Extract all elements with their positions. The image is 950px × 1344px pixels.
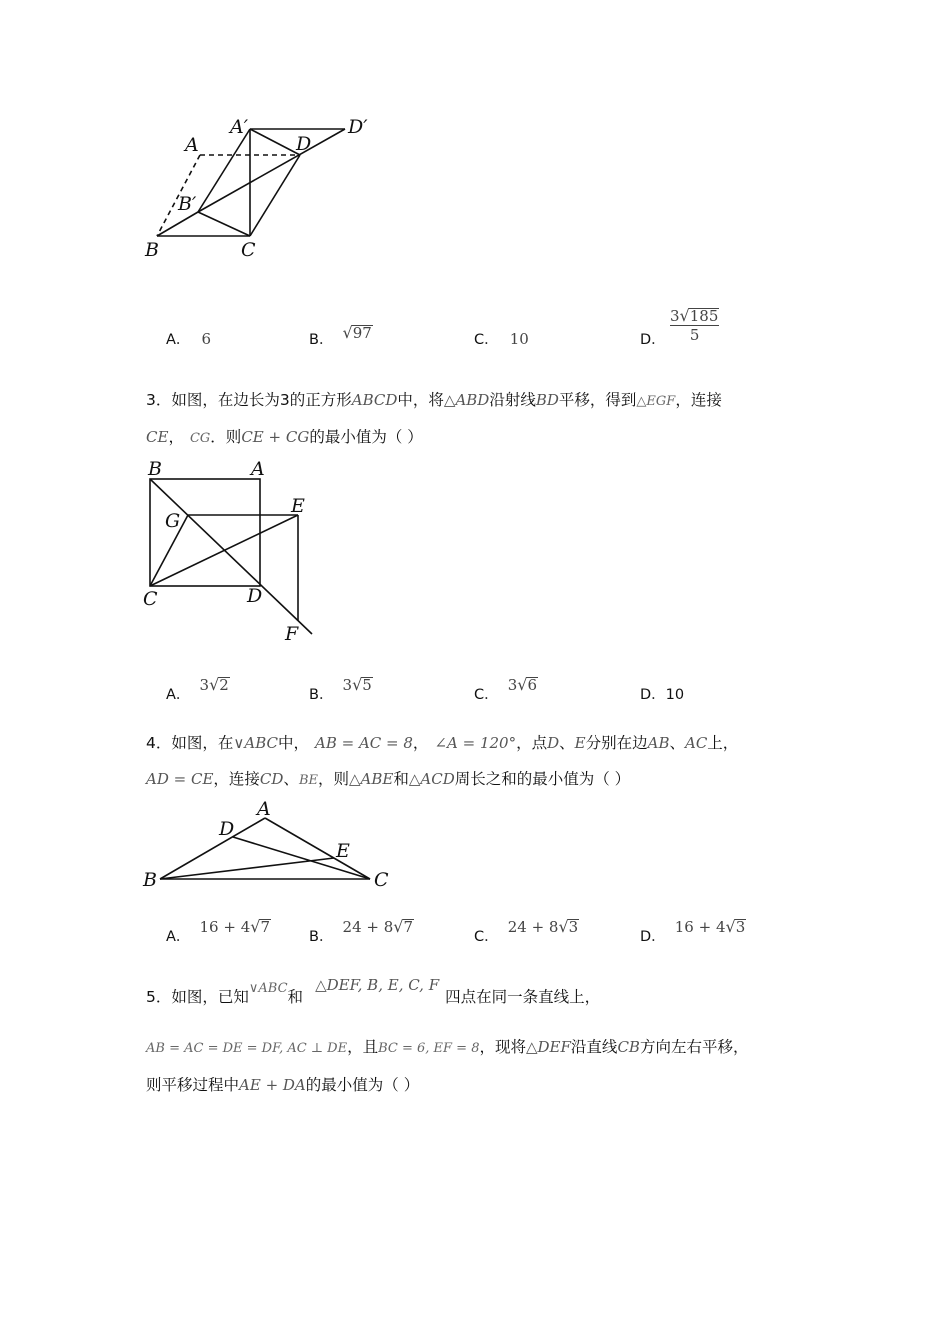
q3-option-a-letter: A． xyxy=(166,687,191,703)
sqrt-sign-icon: √ xyxy=(250,917,261,936)
q4-option-a[interactable] xyxy=(166,917,271,946)
q5-math-cb: CB xyxy=(617,1038,640,1056)
q3-stem-line1 xyxy=(146,388,722,410)
q4-option-a-letter: A． xyxy=(166,929,191,945)
q2-figure xyxy=(140,110,390,270)
q4-label-c: C xyxy=(374,869,389,891)
q3-option-a[interactable] xyxy=(166,675,230,704)
q5-number: 5． xyxy=(146,988,172,1006)
q3-option-d-letter: D． xyxy=(640,687,666,703)
q5-math-abc: ∨ABC xyxy=(248,981,288,996)
q3-text: 平移，得到 xyxy=(558,391,637,409)
q2-option-d-den: 5 xyxy=(689,326,700,344)
q3-option-d-value: 10 xyxy=(665,687,685,703)
q4-option-a-pre: 16 + 4 xyxy=(199,918,251,936)
q2-option-d-letter-wrap[interactable] xyxy=(640,328,666,349)
q4-math-abe: △ABE xyxy=(349,770,394,788)
q5-math-eq1: AB = AC = DE = DF, AC ⊥ DE xyxy=(146,1041,348,1056)
q3-math-bd: BD xyxy=(535,391,559,409)
q4-seg-be xyxy=(160,858,334,879)
q2-seg-bb1 xyxy=(157,212,198,236)
q3-math-abcd: ABCD xyxy=(351,391,398,409)
q3-text: ， xyxy=(168,428,184,446)
q4-seg-ba xyxy=(160,818,265,879)
q4-label-b: B xyxy=(143,869,157,891)
q3-label-b: B xyxy=(148,458,162,480)
q3-option-c-letter: C． xyxy=(474,687,499,703)
q3-option-a-coef: 3 xyxy=(199,676,210,694)
q5-text: ，现将 xyxy=(479,1038,526,1056)
q2-label-d-prime: D′ xyxy=(348,116,368,138)
q4-text: 、 xyxy=(559,734,575,752)
q3-number: 3． xyxy=(146,391,172,409)
q4-text: ，连接 xyxy=(213,770,260,788)
q4-math-be: BE xyxy=(298,773,318,788)
q4-label-a: A xyxy=(257,798,271,820)
q3-option-b-letter: B． xyxy=(309,687,334,703)
q5-math-expr: AE + DA xyxy=(239,1076,306,1094)
q3-option-b[interactable] xyxy=(309,675,373,704)
q4-option-d[interactable] xyxy=(640,917,746,946)
q3-math-ce: CE xyxy=(146,428,169,446)
q2-option-a-value: 6 xyxy=(201,330,212,348)
q2-label-d: D xyxy=(296,133,312,155)
q5-stem-line1 xyxy=(146,976,601,1007)
q4-option-b[interactable] xyxy=(309,917,414,946)
q2-option-b-letter: B． xyxy=(309,332,334,348)
q2-label-a: A xyxy=(185,134,199,156)
q3-option-c-radicand: 6 xyxy=(527,676,538,694)
q4-seg-ac xyxy=(265,818,370,879)
q3-text: ．则 xyxy=(210,428,242,446)
q2-label-b-prime: B′ xyxy=(178,193,197,215)
q3-option-b-radicand: 5 xyxy=(362,676,372,694)
q3-option-a-radicand: 2 xyxy=(219,676,229,694)
q3-label-g: G xyxy=(165,510,181,532)
q3-label-c: C xyxy=(143,588,158,610)
sqrt-sign-icon: √ xyxy=(352,675,363,694)
q4-math-ab: AB xyxy=(647,734,670,752)
q2-option-c-value: 10 xyxy=(509,330,529,348)
q5-text: ，且 xyxy=(347,1038,379,1056)
q3-text: ，连接 xyxy=(675,391,722,409)
q3-option-c[interactable] xyxy=(474,675,538,704)
q4-option-c-radicand: 3 xyxy=(568,918,579,936)
q3-figure xyxy=(140,455,325,645)
q3-math-cg: CG xyxy=(189,431,211,446)
q2-option-b-radicand: 97 xyxy=(352,324,372,342)
sqrt-sign-icon: √ xyxy=(558,917,569,936)
q4-option-d-pre: 16 + 4 xyxy=(674,918,726,936)
q4-math-acd: △ACD xyxy=(408,770,455,788)
q5-text: 沿直线 xyxy=(570,1038,618,1056)
q4-text: 周长之和的最小值为（ ） xyxy=(454,770,631,788)
q5-math-eq2: BC = 6, EF = 8 xyxy=(378,1041,480,1056)
q4-text: 、 xyxy=(283,770,299,788)
q3-text: 如图，在边长为3的正方形 xyxy=(171,391,352,409)
q4-stem-line2 xyxy=(146,767,630,789)
q2-option-b[interactable] xyxy=(309,323,373,349)
q5-text: 四点在同一条直线上， xyxy=(445,988,601,1006)
q3-option-b-coef: 3 xyxy=(342,676,353,694)
q4-text: ， xyxy=(412,734,429,752)
q4-text: 上， xyxy=(707,734,739,752)
q2-option-d-fraction xyxy=(670,306,719,344)
q4-math-e: E xyxy=(574,734,586,752)
q4-option-c-pre: 24 + 8 xyxy=(507,918,559,936)
q3-label-a: A xyxy=(251,458,265,480)
q5-text: 则平移过程中 xyxy=(146,1076,240,1094)
q3-label-f: F xyxy=(285,623,299,645)
q5-math-tri-def: △DEF xyxy=(526,1038,571,1056)
q3-math-tri-egf: △EGF xyxy=(636,394,676,409)
q2-label-a-prime: A′ xyxy=(230,116,249,138)
q4-math-d: D xyxy=(547,734,560,752)
sqrt-sign-icon: √ xyxy=(679,306,690,325)
q4-text: 和 xyxy=(393,770,409,788)
q4-figure xyxy=(138,798,398,893)
q3-text: 中，将 xyxy=(397,391,444,409)
sqrt-sign-icon: √ xyxy=(209,675,220,694)
q2-option-a-letter: A． xyxy=(166,332,191,348)
q3-option-d[interactable] xyxy=(640,683,684,704)
q2-seg-dc xyxy=(250,155,300,236)
q4-math-angle: ∠A = 120° xyxy=(434,734,517,752)
q5-text: 方向左右平移， xyxy=(639,1038,749,1056)
sqrt-sign-icon: √ xyxy=(517,675,528,694)
q5-text: 的最小值为（ ） xyxy=(305,1076,420,1094)
q2-option-d-radicand: 185 xyxy=(689,307,719,325)
q4-stem-line1 xyxy=(146,731,738,753)
q2-option-d-letter: D． xyxy=(640,332,666,348)
q2-option-d-coef: 3 xyxy=(670,307,680,325)
q4-text: 如图，在 xyxy=(171,734,234,752)
q4-number: 4． xyxy=(146,734,172,752)
q5-stem-line2 xyxy=(146,1035,748,1057)
sqrt-sign-icon: √ xyxy=(393,917,404,936)
q3-label-d: D xyxy=(247,585,263,607)
q4-option-d-radicand: 3 xyxy=(735,918,746,936)
q4-option-a-radicand: 7 xyxy=(260,918,271,936)
q4-text: ，点 xyxy=(516,734,548,752)
q3-option-c-coef: 3 xyxy=(507,676,518,694)
q3-text: 沿射线 xyxy=(489,391,536,409)
sqrt-sign-icon: √ xyxy=(725,917,736,936)
q5-text: 如图，已知 xyxy=(171,988,249,1006)
q4-option-b-letter: B． xyxy=(309,929,334,945)
q2-option-c[interactable] xyxy=(474,328,529,349)
q4-option-c-letter: C． xyxy=(474,929,499,945)
q4-math-eq1: AB = AC = 8 xyxy=(315,734,413,752)
q2-option-c-letter: C． xyxy=(474,332,499,348)
q4-text: 分别在边 xyxy=(585,734,648,752)
q5-math-def: △DEF, B, E, C, F xyxy=(315,976,440,994)
q4-label-e: E xyxy=(336,840,350,862)
q4-option-d-letter: D． xyxy=(640,929,666,945)
q4-text: 、 xyxy=(669,734,685,752)
q2-seg-b1c xyxy=(198,212,250,236)
q2-seg-a1d xyxy=(250,129,300,155)
q4-label-d: D xyxy=(219,818,235,840)
q3-math-expr: CE + CG xyxy=(241,428,310,446)
q2-label-b: B xyxy=(145,239,159,261)
q3-text: 的最小值为（ ） xyxy=(309,428,423,446)
q2-option-d-value[interactable] xyxy=(670,306,719,344)
q3-label-e: E xyxy=(291,495,305,517)
q4-option-b-radicand: 7 xyxy=(403,918,414,936)
q2-option-a[interactable] xyxy=(166,328,211,349)
q4-math-abc: ∨ABC xyxy=(233,734,278,752)
q4-math-cd: CD xyxy=(259,770,284,788)
q4-option-b-pre: 24 + 8 xyxy=(342,918,394,936)
q5-stem-line3 xyxy=(146,1073,419,1095)
q3-seg-bf xyxy=(150,479,312,634)
q3-stem-line2 xyxy=(146,425,423,447)
q5-text: 和 xyxy=(287,988,304,1006)
q3-figure-lines xyxy=(150,479,312,634)
q4-text: ，则 xyxy=(317,770,349,788)
q2-seg-d1b1 xyxy=(198,129,345,212)
q4-math-eq2: AD = CE xyxy=(146,770,214,788)
q4-math-ac: AC xyxy=(684,734,708,752)
q2-seg-a1b1 xyxy=(198,129,250,212)
q4-option-c[interactable] xyxy=(474,917,579,946)
q4-text: 中， xyxy=(277,734,309,752)
sqrt-sign-icon: √ xyxy=(342,323,353,342)
q3-math-tri-abd: △ABD xyxy=(443,391,490,409)
q2-label-c: C xyxy=(241,239,256,261)
